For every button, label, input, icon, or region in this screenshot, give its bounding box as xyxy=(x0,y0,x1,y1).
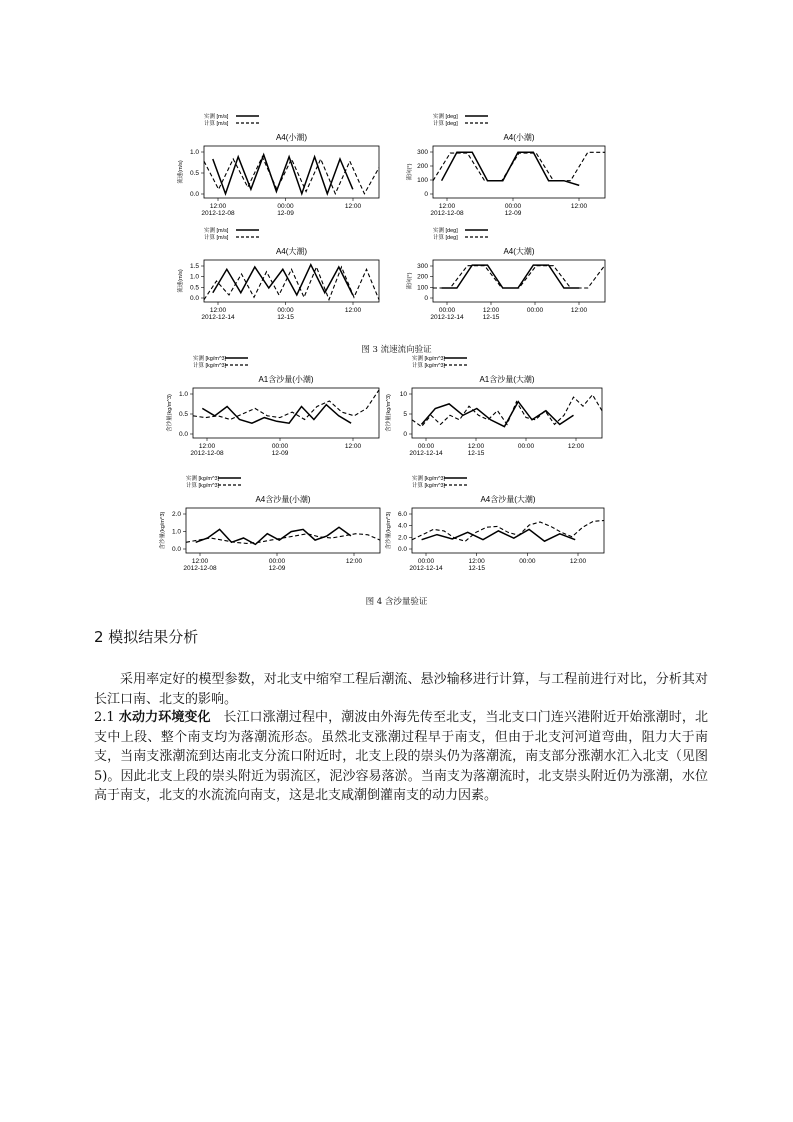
x-tick-label: 00:00 xyxy=(271,443,289,450)
y-axis-label: 含沙量(kg/m^3) xyxy=(386,511,392,550)
plot-frame xyxy=(412,388,602,438)
x-tick-label: 00:00 xyxy=(517,443,535,450)
y-tick-label: 10 xyxy=(399,391,407,398)
x-tick-label: 12:00 xyxy=(468,558,485,565)
y-tick-label: 100 xyxy=(417,177,428,184)
x-tick-label: 00:00 xyxy=(417,558,435,565)
y-tick-label: 1.0 xyxy=(171,528,181,536)
x-tick-label: 12:00 xyxy=(482,307,500,314)
x-tick-label: 12:00 xyxy=(198,443,216,450)
series-measured-line xyxy=(196,527,351,544)
y-axis-label: 流向(°) xyxy=(407,272,413,290)
x-tick-label: 12:00 xyxy=(191,558,209,565)
legend-label: 计算 [m/s] xyxy=(204,235,229,241)
x-tick-label: 12:00 xyxy=(344,203,362,210)
x-tick-label: 12:00 xyxy=(209,307,227,314)
y-tick-label: 0.5 xyxy=(189,284,199,292)
x-tick-label: 12:00 xyxy=(467,443,485,450)
legend-label: 实测 [deg] xyxy=(433,228,458,234)
panel-title: A4(小潮) xyxy=(503,133,535,142)
y-axis-label: 流向(°) xyxy=(407,163,413,181)
x-tick-label: 00:00 xyxy=(519,558,536,565)
y-tick-label: 1.0 xyxy=(189,273,199,281)
series-computed-line xyxy=(412,521,604,542)
y-tick-label: 300 xyxy=(417,149,428,156)
y-axis-label: 含沙量(kg/m^3) xyxy=(160,511,166,550)
subsection-number: 2.1 xyxy=(94,710,115,725)
legend-label: 实测 [deg] xyxy=(433,114,458,120)
legend-label: 计算 [kg/m^3] xyxy=(193,363,227,369)
x-tick-label: 00:00 xyxy=(438,307,456,314)
legend-label: 计算 [m/s] xyxy=(204,121,229,127)
y-tick-label: 1.5 xyxy=(189,263,199,270)
series-measured-line xyxy=(422,402,574,427)
plot-frame xyxy=(433,260,605,302)
legend-label: 计算 [kg/m^3] xyxy=(186,483,220,489)
y-tick-label: 0 xyxy=(403,431,407,438)
y-tick-label: 1.0 xyxy=(178,391,188,398)
panel-title: A4(大潮) xyxy=(275,247,308,256)
legend-label: 计算 [deg] xyxy=(433,235,458,241)
y-tick-label: 0.5 xyxy=(178,411,188,418)
x-tick-label: 12:00 xyxy=(344,307,362,314)
x-date-label: 2012-12-14 xyxy=(430,314,464,321)
x-tick-label: 00:00 xyxy=(526,307,544,314)
y-tick-label: 200 xyxy=(417,273,428,281)
y-tick-label: 4.0 xyxy=(397,522,407,530)
legend-label: 实测 [kg/m^3] xyxy=(412,356,446,362)
subsection-heading: 水动力环境变化 xyxy=(118,710,211,725)
y-tick-label: 0 xyxy=(424,295,428,302)
y-tick-label: 0 xyxy=(424,191,428,198)
y-axis-label: 流速(m/s) xyxy=(178,160,184,184)
x-date-label: 12-09 xyxy=(271,450,289,457)
legend-label: 实测 [m/s] xyxy=(204,114,229,120)
y-tick-label: 200 xyxy=(417,163,428,170)
y-tick-label: 6.0 xyxy=(397,511,407,518)
y-tick-label: 0.5 xyxy=(189,170,199,177)
x-tick-label: 12:00 xyxy=(570,203,588,210)
y-axis-label: 含沙量(kg/m^3) xyxy=(386,394,392,432)
x-tick-label: 12:00 xyxy=(345,558,363,565)
x-date-label: 2012-12-14 xyxy=(201,314,235,321)
x-date-label: 12-15 xyxy=(277,314,294,321)
figure3-caption: 图 3 流速流向验证 xyxy=(361,345,432,355)
series-computed-line xyxy=(193,390,379,420)
x-tick-label: 00:00 xyxy=(277,203,294,210)
legend-label: 计算 [kg/m^3] xyxy=(412,483,446,489)
y-tick-label: 0.0 xyxy=(178,431,188,438)
x-date-label: 12-15 xyxy=(467,450,485,457)
y-tick-label: 0.0 xyxy=(397,546,407,553)
x-tick-label: 00:00 xyxy=(277,307,294,314)
plot-frame xyxy=(186,508,380,553)
series-measured-line xyxy=(202,405,351,424)
x-tick-label: 12:00 xyxy=(344,443,362,450)
y-tick-label: 0.0 xyxy=(189,295,199,302)
y-tick-label: 0.0 xyxy=(189,191,199,198)
y-tick-label: 100 xyxy=(417,284,428,292)
legend-label: 实测 [kg/m^3] xyxy=(412,476,446,482)
panel-title: A4(大潮) xyxy=(503,247,535,256)
x-date-label: 12-15 xyxy=(482,314,500,321)
y-tick-label: 2.0 xyxy=(397,534,407,542)
legend-label: 实测 [m/s] xyxy=(204,228,229,234)
x-tick-label: 12:00 xyxy=(209,203,227,210)
x-date-label: 2012-12-14 xyxy=(409,450,443,457)
plot-frame xyxy=(412,508,604,553)
section-title: 2 模拟结果分析 xyxy=(94,628,199,646)
x-tick-label: 12:00 xyxy=(438,203,456,210)
series-measured-line xyxy=(442,152,580,185)
y-tick-label: 300 xyxy=(417,263,428,270)
series-computed-line xyxy=(433,152,605,180)
x-date-label: 2012-12-14 xyxy=(409,565,443,572)
x-date-label: 2012-12-08 xyxy=(201,210,235,217)
plot-frame xyxy=(193,388,379,438)
legend-label: 实测 [kg/m^3] xyxy=(186,476,220,482)
x-tick-label: 00:00 xyxy=(417,443,435,450)
x-tick-label: 12:00 xyxy=(570,307,588,314)
panel-title: A1含沙量(小潮) xyxy=(258,375,314,384)
figure4-caption: 图 4 含沙量验证 xyxy=(365,597,428,607)
y-tick-label: 5 xyxy=(403,411,407,418)
x-date-label: 12-09 xyxy=(504,210,522,217)
x-date-label: 12-09 xyxy=(268,565,286,572)
y-axis-label: 含沙量(kg/m^3) xyxy=(167,394,173,432)
x-date-label: 2012-12-08 xyxy=(183,565,217,572)
panel-title: A4含沙量(大潮) xyxy=(480,495,536,504)
legend-label: 实测 [kg/m^3] xyxy=(193,356,227,362)
x-tick-label: 12:00 xyxy=(569,558,587,565)
y-axis-label: 流速(m/s) xyxy=(178,269,184,293)
legend-label: 计算 [kg/m^3] xyxy=(412,363,446,369)
x-date-label: 2012-12-08 xyxy=(190,450,224,457)
series-computed-line xyxy=(204,267,379,300)
x-tick-label: 00:00 xyxy=(504,203,522,210)
panel-title: A1含沙量(大潮) xyxy=(479,375,535,384)
x-tick-label: 00:00 xyxy=(268,558,286,565)
y-tick-label: 0.0 xyxy=(171,546,181,553)
paragraph-1: 采用率定好的模型参数，对北支中缩窄工程后潮流、悬沙输移进行计算，与工程前进行对比，分析其对长江口南、北支的影响。 xyxy=(94,672,708,707)
x-date-label: 12-09 xyxy=(277,210,294,217)
panel-title: A4含沙量(小潮) xyxy=(255,495,311,504)
paragraph-2-text: 长江口涨潮过程中，潮波由外海先传至北支，当北支口门连兴港附近开始涨潮时，北支中上段、整个南支均为落潮流形态。虽然北支涨潮过程早于南支，但由于北支河河道弯曲，阻力大于南支，当南支涨潮流到达南北支分流口附近时，北支上段的崇头仍为落潮流，南支部分涨潮水汇入北支（见图 5)。因此北支上段的崇头附近为弱流区，泥沙容易落淤。当南支为落潮流时，北支崇头附近仍为涨潮，水位高于南支，北支的水流流向南支，这是北支咸潮倒灌南支的动力因素。 xyxy=(94,710,708,803)
series-measured-line xyxy=(442,265,580,288)
legend-label: 计算 [deg] xyxy=(433,121,458,127)
y-tick-label: 1.0 xyxy=(189,149,199,156)
x-date-label: 12-15 xyxy=(468,565,485,572)
x-tick-label: 12:00 xyxy=(567,443,585,450)
x-date-label: 2012-12-08 xyxy=(430,210,464,217)
paragraph-2 xyxy=(94,708,708,806)
panel-title: A4(小潮) xyxy=(275,133,308,142)
series-measured-line xyxy=(213,265,353,295)
y-tick-label: 2.0 xyxy=(171,511,181,518)
plot-frame xyxy=(204,146,379,198)
